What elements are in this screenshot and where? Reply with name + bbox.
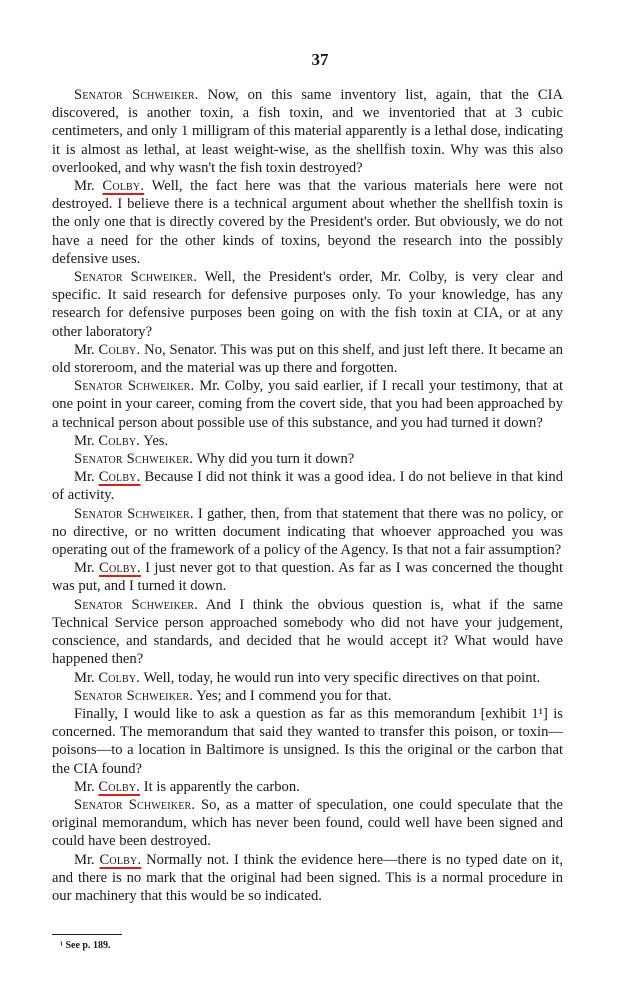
speaker-prefix: Mr. (74, 341, 99, 358)
paragraph (52, 669, 563, 687)
speaker-label: Senator Schweiker. (74, 269, 198, 286)
speaker-prefix: Mr. (74, 432, 99, 449)
speaker-label: Senator Schweiker. (74, 687, 194, 704)
paragraph-text: I just never got to that question. As far as I was concerned the thought was put, and I turned it down. (52, 560, 563, 595)
paragraph-text: No, Senator. This was put on this shelf, and just left there. It became an old storeroom, and the material was up there and forgotten. (52, 341, 563, 377)
paragraph (52, 778, 563, 796)
paragraph (52, 432, 563, 450)
paragraph-text: Well, the President's order, Mr. Colby, is very clear and specific. It said research for defensive purposes only. To your knowledge, has any research for defensive purposes been going on with the fish toxin at CIA, or at any other laboratory? (52, 269, 563, 340)
paragraph (52, 341, 563, 377)
speaker-label: Colby. (98, 669, 141, 686)
paragraph-text: And I think the obvious question is, what if the same Technical Service person approached somebody who did not have your judgement, conscience, and standards, and decided that he would accept it? What would have happened then? (52, 596, 563, 668)
paragraph (52, 559, 563, 595)
speaker-label: Senator Schweiker. (74, 505, 194, 522)
paragraph-text: Yes. (140, 432, 169, 449)
speaker-label: Colby. (99, 851, 142, 868)
paragraph-text: Mr. Colby, you said earlier, if I recall your testimony, that at one point in your career, coming from the covert side, that you had been approached by a technical person about possible use of this substance, and you had turned it down? (52, 378, 563, 431)
paragraph (52, 796, 563, 851)
paragraph-text: Normally not. I think the evidence here—there is no typed date on it, and there is no mark that the original had been signed. This is a normal procedure in our machinery that this would be so indicated. (52, 851, 563, 904)
paragraph-text: Why did you turn it down? (193, 451, 355, 468)
speaker-prefix: Mr. (74, 560, 100, 577)
hearing-transcript (52, 86, 563, 905)
speaker-prefix: Mr. (74, 669, 99, 686)
speaker-prefix: Mr. (74, 178, 103, 195)
footnote-divider (52, 934, 122, 935)
speaker-prefix: Mr. (74, 469, 99, 486)
paragraph (52, 851, 563, 906)
footnote: ¹ See p. 189. (60, 940, 111, 951)
paragraph-text: Because I did not think it was a good idea. I do not believe in that kind of activity. (52, 469, 564, 504)
paragraph (52, 450, 563, 468)
speaker-prefix: Mr. (74, 778, 99, 795)
paragraph (52, 377, 563, 432)
paragraph-text: Now, on this same inventory list, again, that the CIA discovered, is another toxin, a fish toxin, and we inventoried that at 3 cubic centimeters, and only 1 milligram of this material apparently is a lethal dose, indicating it is almost as lethal, at least weight-wise, as the shellfish toxin. Why was this also overlooked, and why wasn't the fish toxin destroyed? (52, 87, 563, 176)
speaker-prefix: Mr. (74, 851, 100, 868)
paragraph (52, 468, 563, 504)
speaker-label: Senator Schweiker. (74, 378, 195, 395)
speaker-label: Colby. (98, 432, 141, 449)
speaker-label: Colby. (99, 560, 141, 577)
speaker-label: Senator Schweiker. (74, 796, 196, 813)
speaker-label: Colby. (98, 778, 141, 795)
paragraph (52, 268, 563, 341)
paragraph-text: I gather, then, from that statement that there was no policy, or no directive, or no written document indicating that whoever approached you was operating out of the framework of a policy of the Agency. Is that not a fair assumption? (52, 505, 563, 559)
paragraph-text: Finally, I would like to ask a question as far as this memorandum [exhibit 1¹] is concerned. The memorandum that said they wanted to transfer this poison, or toxin—poisons—to a location in Baltimore is unsigned. Is this the original or the carbon that the CIA found? (52, 705, 563, 777)
speaker-label: Colby. (98, 469, 141, 486)
speaker-label: Senator Schweiker. (74, 596, 199, 613)
paragraph (52, 596, 563, 669)
paragraph-text: Well, the fact here was that the various materials here were not destroyed. I believe there is a technical argument about whether the shellfish toxin is the only one that is directly covered by the President's order. But obviously, we do not have a need for the other kinds of toxins, beyond the research into the possibly defensive uses. (52, 178, 564, 267)
paragraph (52, 705, 563, 778)
speaker-label: Senator Schweiker. (74, 87, 199, 103)
speaker-label: Colby. (98, 341, 141, 358)
paragraph (52, 86, 563, 177)
paragraph-text: So, as a matter of speculation, one could speculate that the original memorandum, which has never been found, could well have been signed and could have been destroyed. (52, 796, 563, 850)
paragraph (52, 505, 563, 560)
paragraph-text: It is apparently the carbon. (140, 778, 300, 795)
paragraph-text: Well, today, he would run into very specific directives on that point. (140, 669, 541, 686)
speaker-label: Senator Schweiker. (74, 451, 194, 468)
paragraph (52, 687, 563, 705)
speaker-label: Colby. (102, 178, 145, 195)
page-number: 37 (311, 50, 329, 69)
paragraph-text: Yes; and I commend you for that. (193, 687, 392, 704)
paragraph (52, 177, 563, 268)
